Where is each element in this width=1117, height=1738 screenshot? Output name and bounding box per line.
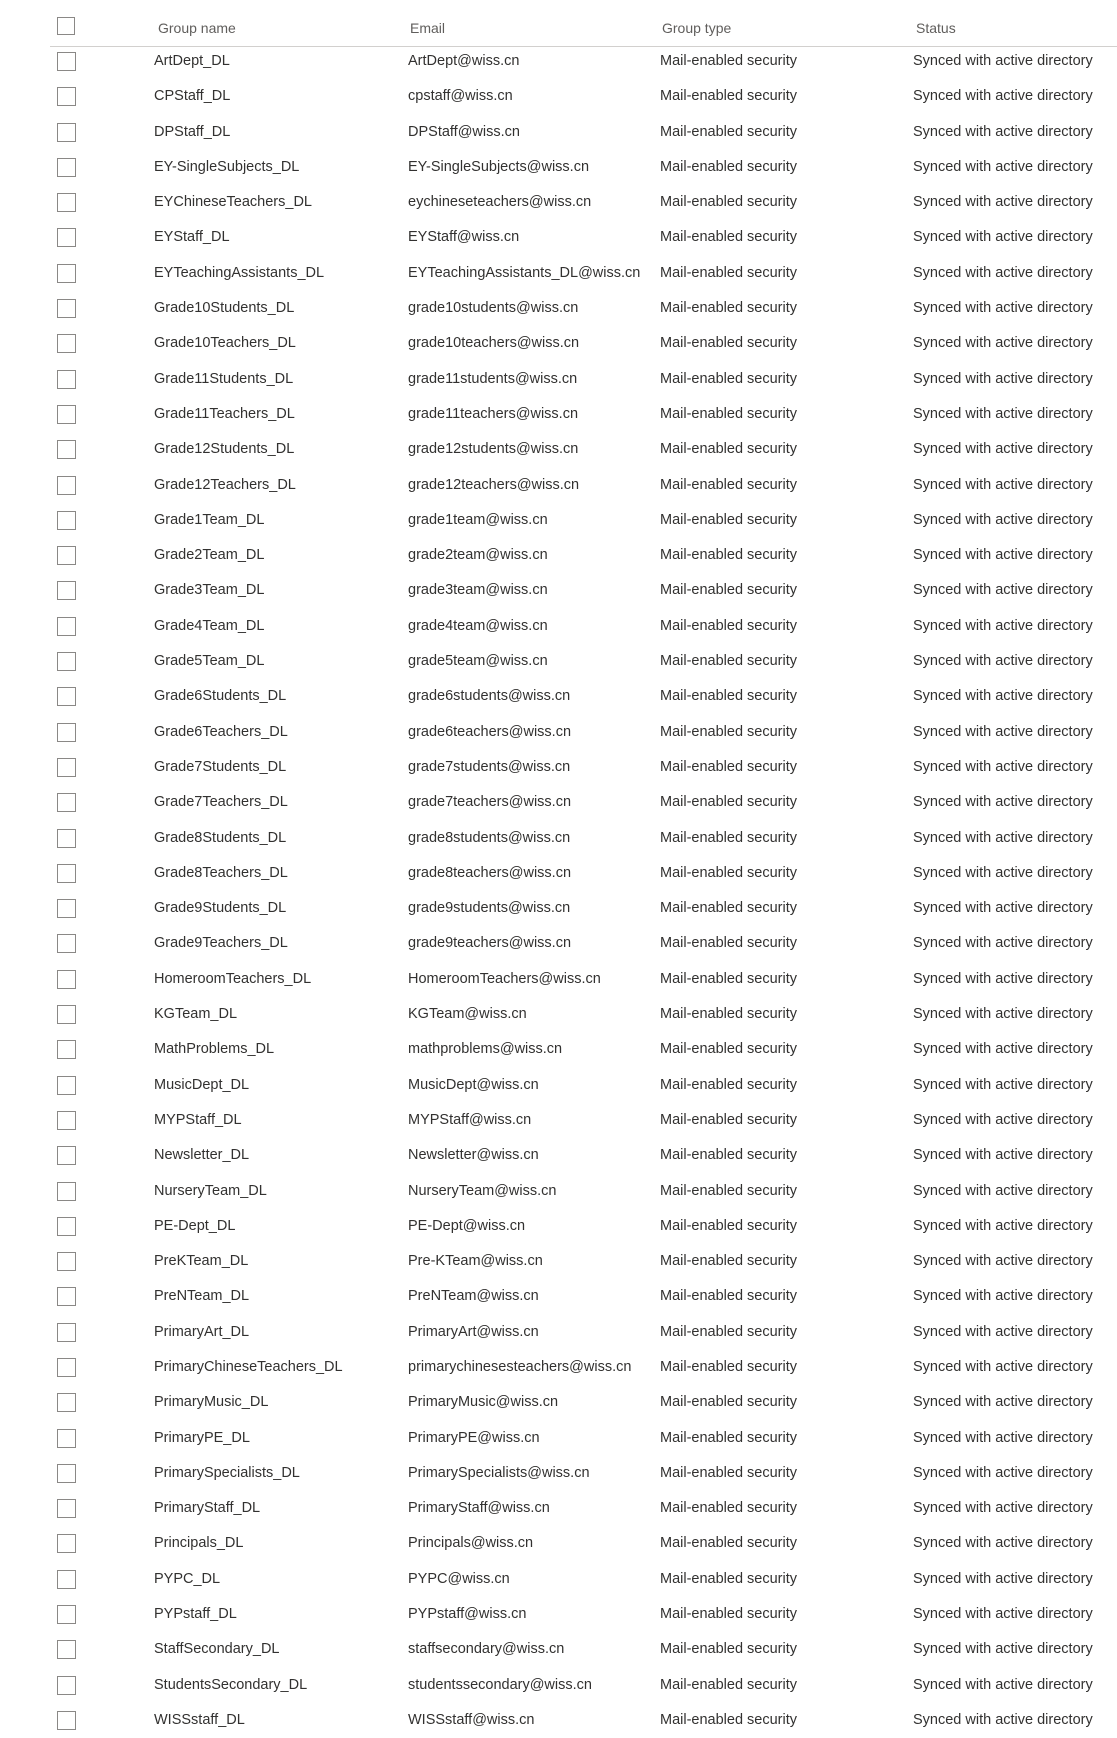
group-type-cell: Mail-enabled security [660,229,798,246]
status-cell: Synced with active directory [913,405,1093,422]
email-cell: PYPstaff@wiss.cn [408,1606,527,1623]
table-row[interactable] [50,644,1117,679]
email-cell: grade6teachers@wiss.cn [408,723,572,740]
row-checkbox[interactable] [57,1323,76,1342]
status-cell: Synced with active directory [913,547,1093,564]
group-name-cell[interactable]: StaffSecondary_DL [154,1641,280,1658]
email-cell: grade4team@wiss.cn [408,617,548,634]
email-cell: grade8students@wiss.cn [408,829,571,846]
table-row[interactable] [50,468,1117,503]
status-cell: Synced with active directory [913,688,1093,705]
group-type-cell: Mail-enabled security [660,829,798,846]
table-row[interactable] [50,997,1117,1032]
status-cell: Synced with active directory [913,194,1093,211]
row-checkbox[interactable] [57,1711,76,1730]
column-header-group-type[interactable]: Group type [662,20,732,36]
row-checkbox[interactable] [57,193,76,212]
email-cell: primarychinesesteachers@wiss.cn [408,1358,632,1375]
group-type-cell: Mail-enabled security [660,1429,798,1446]
row-checkbox[interactable] [57,264,76,283]
group-name-cell[interactable]: DPStaff_DL [154,123,231,140]
status-cell: Synced with active directory [913,1641,1093,1658]
row-checkbox[interactable] [57,1534,76,1553]
email-cell: EY-SingleSubjects@wiss.cn [408,158,590,175]
group-name-cell[interactable]: EYTeachingAssistants_DL [154,264,325,281]
group-name-cell[interactable]: WISSstaff_DL [154,1711,245,1728]
table-row[interactable] [50,1703,1117,1738]
group-type-cell: Mail-enabled security [660,1711,798,1728]
row-checkbox[interactable] [57,52,76,71]
table-row[interactable] [50,150,1117,185]
group-name-cell[interactable]: Grade10Teachers_DL [154,335,296,352]
group-name-cell[interactable]: Grade12Teachers_DL [154,476,296,493]
table-row[interactable] [50,1421,1117,1456]
status-cell: Synced with active directory [913,935,1093,952]
email-cell: cpstaff@wiss.cn [408,88,513,105]
status-cell: Synced with active directory [913,794,1093,811]
group-name-cell[interactable]: Grade8Students_DL [154,829,287,846]
group-type-cell: Mail-enabled security [660,1182,798,1199]
status-cell: Synced with active directory [913,1570,1093,1587]
row-checkbox[interactable] [57,1464,76,1483]
status-cell: Synced with active directory [913,88,1093,105]
group-type-cell: Mail-enabled security [660,1253,798,1270]
group-name-cell[interactable]: PrimaryChineseTeachers_DL [154,1358,343,1375]
group-name-cell[interactable]: PYPC_DL [154,1570,221,1587]
row-checkbox[interactable] [57,899,76,918]
email-cell: grade7teachers@wiss.cn [408,794,572,811]
email-cell: studentssecondary@wiss.cn [408,1676,592,1693]
group-name-cell[interactable]: KGTeam_DL [154,1006,238,1023]
group-type-cell: Mail-enabled security [660,1464,798,1481]
status-cell: Synced with active directory [913,53,1093,69]
group-name-cell[interactable]: Grade12Students_DL [154,441,295,458]
row-checkbox[interactable] [57,723,76,742]
status-cell: Synced with active directory [913,1676,1093,1693]
table-row[interactable] [50,573,1117,608]
table-row[interactable] [50,821,1117,856]
status-cell: Synced with active directory [913,441,1093,458]
group-type-cell: Mail-enabled security [660,1535,798,1552]
row-checkbox[interactable] [57,1676,76,1695]
group-name-cell[interactable]: Newsletter_DL [154,1147,250,1164]
group-type-cell: Mail-enabled security [660,1500,798,1517]
row-checkbox[interactable] [57,228,76,247]
group-name-cell[interactable]: Principals_DL [154,1535,244,1552]
group-name-cell[interactable]: StudentsSecondary_DL [154,1676,308,1693]
status-cell: Synced with active directory [913,1182,1093,1199]
group-type-cell: Mail-enabled security [660,582,798,599]
status-cell: Synced with active directory [913,300,1093,317]
status-cell: Synced with active directory [913,229,1093,246]
status-cell: Synced with active directory [913,370,1093,387]
select-all-checkbox[interactable] [57,17,75,35]
table-row[interactable] [50,503,1117,538]
status-cell: Synced with active directory [913,1464,1093,1481]
group-name-cell[interactable]: Grade11Teachers_DL [154,405,295,422]
table-row[interactable] [50,679,1117,714]
table-row[interactable] [50,926,1117,961]
group-name-cell[interactable]: Grade3Team_DL [154,582,265,599]
table-row[interactable] [50,750,1117,785]
row-checkbox[interactable] [57,1076,76,1095]
row-checkbox[interactable] [57,87,76,106]
email-cell: PrimarySpecialists@wiss.cn [408,1464,590,1481]
email-cell: grade12students@wiss.cn [408,441,579,458]
status-cell: Synced with active directory [913,864,1093,881]
email-cell: PrimaryStaff@wiss.cn [408,1500,550,1517]
group-name-cell[interactable]: Grade10Students_DL [154,300,295,317]
table-row[interactable] [50,1244,1117,1279]
row-checkbox[interactable] [57,1005,76,1024]
status-cell: Synced with active directory [913,1711,1093,1728]
status-cell: Synced with active directory [913,158,1093,175]
status-cell: Synced with active directory [913,1535,1093,1552]
group-type-cell: Mail-enabled security [660,1358,798,1375]
status-cell: Synced with active directory [913,1288,1093,1305]
group-name-cell[interactable]: Grade6Students_DL [154,688,287,705]
table-row[interactable] [50,220,1117,255]
group-name-cell[interactable]: EYStaff_DL [154,229,230,246]
row-checkbox[interactable] [57,1146,76,1165]
group-type-cell: Mail-enabled security [660,1006,798,1023]
email-cell: Principals@wiss.cn [408,1535,534,1552]
group-name-cell[interactable]: EYChineseTeachers_DL [154,194,312,211]
email-cell: eychineseteachers@wiss.cn [408,194,592,211]
status-cell: Synced with active directory [913,511,1093,528]
group-type-cell: Mail-enabled security [660,864,798,881]
group-name-cell[interactable]: Grade4Team_DL [154,617,265,634]
status-cell: Synced with active directory [913,900,1093,917]
email-cell: PE-Dept@wiss.cn [408,1217,526,1234]
email-cell: grade8teachers@wiss.cn [408,864,572,881]
group-type-cell: Mail-enabled security [660,1606,798,1623]
email-cell: grade3team@wiss.cn [408,582,548,599]
email-cell: grade5team@wiss.cn [408,653,548,670]
table-row[interactable] [50,1174,1117,1209]
email-cell: grade10teachers@wiss.cn [408,335,580,352]
row-checkbox[interactable] [57,370,76,389]
group-name-cell[interactable]: Grade1Team_DL [154,511,265,528]
status-cell: Synced with active directory [913,617,1093,634]
status-cell: Synced with active directory [913,123,1093,140]
group-name-cell[interactable]: NurseryTeam_DL [154,1182,267,1199]
table-row[interactable] [50,538,1117,573]
group-name-cell[interactable]: Grade8Teachers_DL [154,864,288,881]
group-type-cell: Mail-enabled security [660,1111,798,1128]
group-type-cell: Mail-enabled security [660,1323,798,1340]
table-row[interactable] [50,256,1117,291]
table-header [50,0,1117,47]
group-name-cell[interactable]: Grade7Teachers_DL [154,794,288,811]
group-name-cell[interactable]: Grade9Teachers_DL [154,935,288,952]
column-header-status[interactable]: Status [916,20,956,36]
row-checkbox[interactable] [57,405,76,424]
table-row[interactable] [50,962,1117,997]
group-type-cell: Mail-enabled security [660,88,798,105]
email-cell: EYTeachingAssistants_DL@wiss.cn [408,264,641,281]
email-cell: PYPC@wiss.cn [408,1570,510,1587]
group-name-cell[interactable]: PreKTeam_DL [154,1253,249,1270]
row-checkbox[interactable] [57,758,76,777]
email-cell: MYPStaff@wiss.cn [408,1111,532,1128]
row-checkbox[interactable] [57,123,76,142]
table-row[interactable] [50,1209,1117,1244]
group-name-cell[interactable]: Grade5Team_DL [154,653,265,670]
group-name-cell[interactable]: HomeroomTeachers_DL [154,970,312,987]
table-row[interactable] [50,715,1117,750]
table-row[interactable] [50,1068,1117,1103]
row-checkbox[interactable] [57,1040,76,1059]
status-cell: Synced with active directory [913,476,1093,493]
status-cell: Synced with active directory [913,1500,1093,1517]
email-cell: mathproblems@wiss.cn [408,1041,563,1058]
email-cell: grade10students@wiss.cn [408,300,579,317]
table-row[interactable] [50,1103,1117,1138]
row-checkbox[interactable] [57,864,76,883]
status-cell: Synced with active directory [913,1394,1093,1411]
status-cell: Synced with active directory [913,264,1093,281]
group-name-cell[interactable]: PrimaryStaff_DL [154,1500,261,1517]
group-name-cell[interactable]: PrimaryArt_DL [154,1323,250,1340]
row-checkbox[interactable] [57,1499,76,1518]
status-cell: Synced with active directory [913,758,1093,775]
group-type-cell: Mail-enabled security [660,935,798,952]
table-body [50,44,1117,1738]
email-cell: grade6students@wiss.cn [408,688,571,705]
group-type-cell: Mail-enabled security [660,653,798,670]
status-cell: Synced with active directory [913,970,1093,987]
group-name-cell[interactable]: Grade11Students_DL [154,370,294,387]
row-checkbox[interactable] [57,158,76,177]
email-cell: ArtDept@wiss.cn [408,53,520,69]
table-row[interactable] [50,115,1117,150]
column-header-email[interactable]: Email [410,20,446,36]
status-cell: Synced with active directory [913,1606,1093,1623]
email-cell: grade11teachers@wiss.cn [408,405,579,422]
table-row[interactable] [50,1668,1117,1703]
table-row[interactable] [50,1597,1117,1632]
row-checkbox[interactable] [57,1252,76,1271]
table-row[interactable] [50,79,1117,114]
row-checkbox[interactable] [57,617,76,636]
row-checkbox[interactable] [57,299,76,318]
group-type-cell: Mail-enabled security [660,900,798,917]
group-name-cell[interactable]: PrimaryPE_DL [154,1429,250,1446]
groups-table [50,0,1117,1738]
row-checkbox[interactable] [57,1570,76,1589]
group-type-cell: Mail-enabled security [660,1394,798,1411]
column-header-group-name[interactable]: Group name [158,20,236,36]
group-name-cell[interactable]: MYPStaff_DL [154,1111,242,1128]
group-type-cell: Mail-enabled security [660,53,798,69]
table-row[interactable] [50,1279,1117,1314]
status-cell: Synced with active directory [913,1041,1093,1058]
group-name-cell[interactable]: MusicDept_DL [154,1076,250,1093]
group-type-cell: Mail-enabled security [660,688,798,705]
table-row[interactable] [50,1526,1117,1561]
status-cell: Synced with active directory [913,582,1093,599]
group-name-cell[interactable]: ArtDept_DL [154,53,230,69]
row-checkbox[interactable] [57,652,76,671]
table-row[interactable] [50,397,1117,432]
email-cell: PreNTeam@wiss.cn [408,1288,539,1305]
table-row[interactable] [50,785,1117,820]
group-type-cell: Mail-enabled security [660,476,798,493]
group-type-cell: Mail-enabled security [660,723,798,740]
email-cell: DPStaff@wiss.cn [408,123,520,140]
table-row[interactable] [50,1456,1117,1491]
group-type-cell: Mail-enabled security [660,794,798,811]
row-checkbox[interactable] [57,1429,76,1448]
status-cell: Synced with active directory [913,1217,1093,1234]
group-type-cell: Mail-enabled security [660,194,798,211]
row-checkbox[interactable] [57,1640,76,1659]
table-row[interactable] [50,856,1117,891]
group-type-cell: Mail-enabled security [660,547,798,564]
status-cell: Synced with active directory [913,1358,1093,1375]
email-cell: PrimaryMusic@wiss.cn [408,1394,559,1411]
row-checkbox[interactable] [57,1393,76,1412]
table-row[interactable] [50,1385,1117,1420]
group-name-cell[interactable]: Grade9Students_DL [154,900,287,917]
table-row[interactable] [50,432,1117,467]
email-cell: NurseryTeam@wiss.cn [408,1182,557,1199]
table-row[interactable] [50,891,1117,926]
table-row[interactable] [50,1562,1117,1597]
group-type-cell: Mail-enabled security [660,123,798,140]
group-type-cell: Mail-enabled security [660,1147,798,1164]
table-row[interactable] [50,1315,1117,1350]
table-row[interactable] [50,291,1117,326]
row-checkbox[interactable] [57,440,76,459]
email-cell: staffsecondary@wiss.cn [408,1641,565,1658]
group-type-cell: Mail-enabled security [660,758,798,775]
status-cell: Synced with active directory [913,1147,1093,1164]
group-type-cell: Mail-enabled security [660,1041,798,1058]
group-type-cell: Mail-enabled security [660,617,798,634]
group-type-cell: Mail-enabled security [660,405,798,422]
status-cell: Synced with active directory [913,1429,1093,1446]
email-cell: PrimaryPE@wiss.cn [408,1429,540,1446]
group-type-cell: Mail-enabled security [660,1641,798,1658]
group-name-cell[interactable]: CPStaff_DL [154,88,231,105]
status-cell: Synced with active directory [913,1323,1093,1340]
row-checkbox[interactable] [57,1605,76,1624]
group-type-cell: Mail-enabled security [660,511,798,528]
status-cell: Synced with active directory [913,335,1093,352]
group-type-cell: Mail-enabled security [660,970,798,987]
group-name-cell[interactable]: MathProblems_DL [154,1041,275,1058]
table-row[interactable] [50,185,1117,220]
email-cell: grade11students@wiss.cn [408,370,578,387]
row-checkbox[interactable] [57,1217,76,1236]
email-cell: Pre-KTeam@wiss.cn [408,1253,543,1270]
group-name-cell[interactable]: PrimaryMusic_DL [154,1394,269,1411]
group-name-cell[interactable]: Grade7Students_DL [154,758,287,775]
row-checkbox[interactable] [57,511,76,530]
status-cell: Synced with active directory [913,653,1093,670]
group-type-cell: Mail-enabled security [660,441,798,458]
group-type-cell: Mail-enabled security [660,1217,798,1234]
group-name-cell[interactable]: PrimarySpecialists_DL [154,1464,300,1481]
email-cell: HomeroomTeachers@wiss.cn [408,970,601,987]
row-checkbox[interactable] [57,546,76,565]
group-name-cell[interactable]: Grade2Team_DL [154,547,265,564]
group-type-cell: Mail-enabled security [660,264,798,281]
group-type-cell: Mail-enabled security [660,1288,798,1305]
status-cell: Synced with active directory [913,1076,1093,1093]
group-name-cell[interactable]: PreNTeam_DL [154,1288,250,1305]
email-cell: grade12teachers@wiss.cn [408,476,580,493]
table-row[interactable] [50,326,1117,361]
table-row[interactable] [50,1491,1117,1526]
email-cell: KGTeam@wiss.cn [408,1006,527,1023]
row-checkbox[interactable] [57,793,76,812]
group-type-cell: Mail-enabled security [660,1076,798,1093]
table-row[interactable] [50,1032,1117,1067]
email-cell: EYStaff@wiss.cn [408,229,520,246]
row-checkbox[interactable] [57,334,76,353]
table-row[interactable] [50,1350,1117,1385]
group-type-cell: Mail-enabled security [660,370,798,387]
row-checkbox[interactable] [57,476,76,495]
row-checkbox[interactable] [57,1358,76,1377]
email-cell: grade2team@wiss.cn [408,547,548,564]
group-type-cell: Mail-enabled security [660,1676,798,1693]
table-row[interactable] [50,609,1117,644]
row-checkbox[interactable] [57,829,76,848]
email-cell: grade1team@wiss.cn [408,511,548,528]
table-row[interactable] [50,362,1117,397]
email-cell: grade7students@wiss.cn [408,758,571,775]
email-cell: Newsletter@wiss.cn [408,1147,539,1164]
group-type-cell: Mail-enabled security [660,300,798,317]
row-checkbox[interactable] [57,1182,76,1201]
row-checkbox[interactable] [57,970,76,989]
email-cell: grade9students@wiss.cn [408,900,571,917]
table-row[interactable] [50,1632,1117,1667]
group-name-cell[interactable]: EY-SingleSubjects_DL [154,158,300,175]
table-row[interactable] [50,1138,1117,1173]
table-row[interactable] [50,44,1117,79]
group-name-cell[interactable]: PYPstaff_DL [154,1606,237,1623]
row-checkbox[interactable] [57,934,76,953]
email-cell: grade9teachers@wiss.cn [408,935,572,952]
group-type-cell: Mail-enabled security [660,1570,798,1587]
row-checkbox[interactable] [57,581,76,600]
email-cell: MusicDept@wiss.cn [408,1076,539,1093]
group-type-cell: Mail-enabled security [660,158,798,175]
row-checkbox[interactable] [57,1287,76,1306]
status-cell: Synced with active directory [913,1006,1093,1023]
email-cell: PrimaryArt@wiss.cn [408,1323,539,1340]
group-name-cell[interactable]: Grade6Teachers_DL [154,723,288,740]
status-cell: Synced with active directory [913,1111,1093,1128]
group-name-cell[interactable]: PE-Dept_DL [154,1217,236,1234]
status-cell: Synced with active directory [913,1253,1093,1270]
status-cell: Synced with active directory [913,829,1093,846]
row-checkbox[interactable] [57,1111,76,1130]
group-type-cell: Mail-enabled security [660,335,798,352]
email-cell: WISSstaff@wiss.cn [408,1711,535,1728]
status-cell: Synced with active directory [913,723,1093,740]
row-checkbox[interactable] [57,687,76,706]
